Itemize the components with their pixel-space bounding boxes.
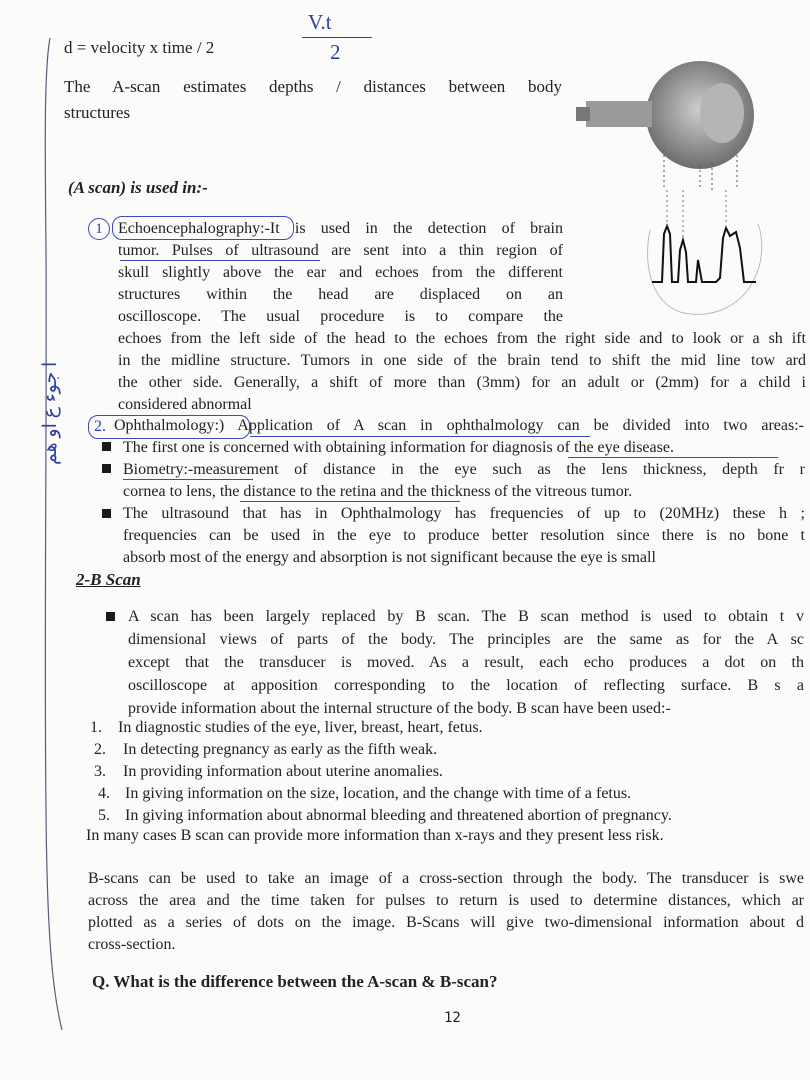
use-4-text: In giving information on the size, location, and the change with time of a fetus. xyxy=(125,785,632,802)
use-1-number: 1. xyxy=(90,719,102,736)
b-scan-heading: 2-B Scan xyxy=(76,570,141,589)
use-5-text: In giving information about abnormal bleeding and threatened abortion of pregnancy. xyxy=(125,807,672,824)
b-scan-line-2: dimensional views of parts of the body. The principles are the same as for the A sc xyxy=(128,631,804,648)
b-scan-para2-line-4: cross-section. xyxy=(88,936,176,953)
use-3-number: 3. xyxy=(94,763,106,780)
review-question: Q. What is the difference between the A-scan & B-scan? xyxy=(92,972,498,991)
echo-line-4: structures within the head are displaced on an xyxy=(118,286,563,303)
ophth-bullet-2-marker xyxy=(102,464,111,473)
ophth-item-number: 2. xyxy=(94,418,106,435)
b-scan-para2-line-3: plotted as a series of dots on the image. B-Scans will give two-dimensional information about d xyxy=(88,914,804,931)
b-scan-line-4: oscilloscope at apposition corresponding to the location of reflecting surface. B s a xyxy=(128,677,804,694)
use-3-text: In providing information about uterine anomalies. xyxy=(123,763,443,780)
echo-line-3: skull slightly above the ear and echoes from the different xyxy=(118,264,563,281)
echo-line-9: considered abnormal xyxy=(118,396,252,413)
a-scan-echo-trace xyxy=(640,190,770,325)
biometry-underline xyxy=(123,479,253,480)
echo-line-1: Echoencephalography:-It is used in the detection of brain xyxy=(118,220,563,237)
a-scan-uses-heading: (A scan) is used in:- xyxy=(68,178,208,197)
use-1-text: In diagnostic studies of the eye, liver, breast, heart, fetus. xyxy=(118,719,483,736)
use-5-number: 5. xyxy=(98,807,110,824)
intro-line-2: structures xyxy=(64,103,131,122)
intro-line-1: The A-scan estimates depths / distances between body xyxy=(64,77,562,96)
margin-note: ا جوء ع او هم xyxy=(40,361,61,465)
fraction-numerator: V.t xyxy=(308,10,332,34)
ophth-bullet-2-line-2: cornea to lens, the distance to the retina and the thickness of the vitreous tumor. xyxy=(123,483,633,500)
ophth-bullet-3-marker xyxy=(102,509,111,518)
echo-item-number: 1 xyxy=(88,218,110,240)
ophth-title-line: Ophthalmology:) Application of A scan in ophthalmology can be divided into two areas:- xyxy=(114,417,804,434)
ophth-bullet-1-line-1: The first one is concerned with obtaining information for diagnosis of the eye disease. xyxy=(123,439,674,456)
use-2-number: 2. xyxy=(94,741,106,758)
ophth-bullet-3-line-3: absorb most of the energy and absorption is not significant because the eye is small xyxy=(123,549,656,566)
b-scan-para2-line-1: B-scans can be used to take an image of a cross-section through the body. The transducer is swe xyxy=(88,870,804,887)
echo-line-7: in the midline structure. Tumors in one side of the brain tend to shift the mid line tow ard xyxy=(118,352,806,369)
use-4-number: 4. xyxy=(98,785,110,802)
b-scan-line-3: except that the transducer is moved. As a result, each echo produces a dot on th xyxy=(128,654,804,671)
echo-line-8: the other side. Generally, a shift of more than (3mm) for an adult or (2mm) for a child i xyxy=(118,374,806,391)
ophth-bullet-3-line-2: frequencies can be used in the eye to produce better resolution since there is no bone t xyxy=(123,527,805,544)
handwritten-fraction xyxy=(300,10,380,66)
b-scan-bullet-marker xyxy=(106,612,115,621)
ophth-bullet-2-line-1: Biometry:-measurement of distance in the eye such as the lens thickness, depth fr r xyxy=(123,461,805,478)
eye-transducer-illustration xyxy=(572,55,772,190)
echo-line-2: tumor. Pulses of ultrasound are sent into a thin region of xyxy=(118,242,563,259)
ophth-bullet-3-line-1: The ultrasound that has in Ophthalmology has frequencies of up to (20MHz) these h ; xyxy=(123,505,805,522)
use-2-text: In detecting pregnancy as early as the fifth weak. xyxy=(123,741,438,758)
risk-line: In many cases B scan can provide more information than x-rays and they present less risk. xyxy=(86,827,664,844)
b-scan-para2-line-2: across the area and the time taken for pulses to return is used to determine distances, which ar xyxy=(88,892,804,909)
echo-line-6: echoes from the left side of the head to the echoes from the right side and to look or a sh ift xyxy=(118,330,806,347)
page-number: 12 xyxy=(444,1010,461,1026)
retina-underline xyxy=(240,501,460,502)
b-scan-line-5: provide information about the internal structure of the body. B scan have been used:- xyxy=(128,700,671,717)
echo-line-5: oscilloscope. The usual procedure is to compare the xyxy=(118,308,563,325)
b-scan-line-1: A scan has been largely replaced by B scan. The B scan method is used to obtain t v xyxy=(128,608,804,625)
ophth-bullet-1-marker xyxy=(102,442,111,451)
fraction-denominator: 2 xyxy=(330,40,341,64)
velocity-formula: d = velocity x time / 2 xyxy=(64,38,215,57)
diagnosis-underline xyxy=(568,457,778,458)
